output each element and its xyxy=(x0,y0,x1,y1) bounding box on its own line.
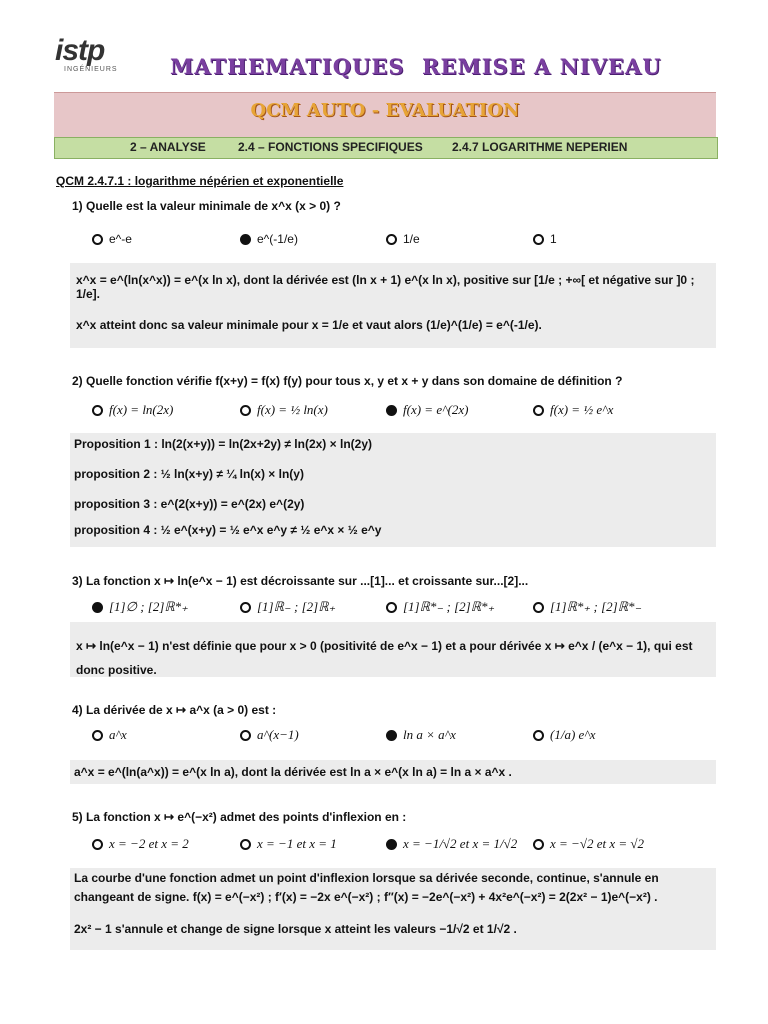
q4-option-a[interactable]: a^x xyxy=(92,727,127,743)
q1-expl-line2: x^x atteint donc sa valeur minimale pour x = 1/e et vaut alors (1/e)^(1/e) = e^(-1/e). xyxy=(76,318,542,332)
radio-selected-icon[interactable] xyxy=(240,234,251,245)
q3-expl: x ↦ ln(e^x − 1) n'est définie que pour x > 0 (positivité de e^x − 1) et a pour dérivée x ↦ e^x / (e^x − 1), qui est donc positive. xyxy=(76,639,693,677)
question-4: 4) La dérivée de x ↦ a^x (a > 0) est : xyxy=(72,703,277,717)
radio-icon[interactable] xyxy=(533,730,544,741)
radio-selected-icon[interactable] xyxy=(386,730,397,741)
q5-expl-line1: La courbe d'une fonction admet un point d'inflexion lorsque sa dérivée seconde, continue, s'annule en xyxy=(74,871,659,885)
section-title: QCM 2.4.7.1 : logarithme népérien et exponentielle xyxy=(56,174,344,188)
q2-option-b[interactable]: f(x) = ½ ln(x) xyxy=(240,402,328,418)
radio-icon[interactable] xyxy=(386,234,397,245)
logo-subtitle: INGÉNIEURS xyxy=(64,66,118,73)
q2-prop-1: Proposition 1 : ln(2(x+y)) = ln(2x+2y) ≠ ln(2x) × ln(2y) xyxy=(74,437,372,451)
question-2: 2) Quelle fonction vérifie f(x+y) = f(x) f(y) pour tous x, y et x + y dans son domaine de définition ? xyxy=(72,374,623,388)
q1-option-d[interactable]: 1 xyxy=(533,232,557,246)
q2-prop-2: proposition 2 : ½ ln(x+y) ≠ ¼ ln(x) × ln(y) xyxy=(74,467,304,481)
q3-explanation xyxy=(70,622,716,677)
breadcrumb-analyse: 2 – ANALYSE xyxy=(130,140,206,154)
q2-option-d[interactable]: f(x) = ½ e^x xyxy=(533,402,613,418)
q4-option-d[interactable]: (1/a) e^x xyxy=(533,727,596,743)
radio-icon[interactable] xyxy=(92,234,103,245)
radio-selected-icon[interactable] xyxy=(92,602,103,613)
q4-explanation xyxy=(70,760,716,784)
q5-option-c[interactable]: x = −1/√2 et x = 1/√2 xyxy=(386,836,517,852)
istp-logo: istp xyxy=(55,34,105,67)
q1-expl-line1: x^x = e^(ln(x^x)) = e^(x ln x), dont la dérivée est (ln x + 1) e^(x ln x), positive sur [1/e ; +∞[ et négative sur ]0 ; 1/e]. xyxy=(76,273,695,301)
breadcrumb xyxy=(54,137,718,159)
title-remise-a-niveau: REMISE A NIVEAU xyxy=(422,54,662,79)
q3-option-d[interactable]: [1]ℝ*₊ ; [2]ℝ*₋ xyxy=(533,599,641,615)
title-mathematiques: MATHEMATIQUES xyxy=(170,54,405,79)
q2-option-a[interactable]: f(x) = ln(2x) xyxy=(92,402,173,418)
q3-option-b[interactable]: [1]ℝ₋ ; [2]ℝ₊ xyxy=(240,599,335,615)
q4-option-c[interactable]: ln a × a^x xyxy=(386,727,456,743)
q5-expl-line2: changeant de signe. f(x) = e^(−x²) ; f′(x) = −2x e^(−x²) ; f″(x) = −2e^(−x²) + 4x²e^(−x²) = 2(2x² − 1)e^(−x²) . xyxy=(74,890,658,904)
radio-icon[interactable] xyxy=(240,602,251,613)
q5-explanation xyxy=(70,868,716,950)
q1-option-a[interactable]: e^-e xyxy=(92,232,132,246)
radio-selected-icon[interactable] xyxy=(386,405,397,416)
q5-option-b[interactable]: x = −1 et x = 1 xyxy=(240,836,337,852)
q1-option-c[interactable]: 1/e xyxy=(386,232,420,246)
q4-expl: a^x = e^(ln(a^x)) = e^(x ln a), dont la dérivée est ln a × e^(x ln a) = ln a × a^x . xyxy=(74,765,512,779)
radio-icon[interactable] xyxy=(240,839,251,850)
radio-icon[interactable] xyxy=(92,730,103,741)
radio-icon[interactable] xyxy=(533,602,544,613)
radio-icon[interactable] xyxy=(240,730,251,741)
radio-selected-icon[interactable] xyxy=(386,839,397,850)
q5-option-a[interactable]: x = −2 et x = 2 xyxy=(92,836,189,852)
q3-option-c[interactable]: [1]ℝ*₋ ; [2]ℝ*₊ xyxy=(386,599,494,615)
radio-icon[interactable] xyxy=(92,839,103,850)
question-1: 1) Quelle est la valeur minimale de x^x (x > 0) ? xyxy=(72,199,341,213)
radio-icon[interactable] xyxy=(92,405,103,416)
radio-icon[interactable] xyxy=(533,839,544,850)
q2-prop-3: proposition 3 : e^(2(x+y)) = e^(2x) e^(2y) xyxy=(74,497,305,511)
q4-option-b[interactable]: a^(x−1) xyxy=(240,727,299,743)
q2-option-c[interactable]: f(x) = e^(2x) xyxy=(386,402,469,418)
q1-option-b[interactable]: e^(-1/e) xyxy=(240,232,298,246)
qcm-band-title: QCM AUTO - EVALUATION xyxy=(250,100,520,121)
q2-explanation xyxy=(70,433,716,547)
breadcrumb-fonctions: 2.4 – FONCTIONS SPECIFIQUES xyxy=(238,140,423,154)
q5-option-d[interactable]: x = −√2 et x = √2 xyxy=(533,836,644,852)
radio-icon[interactable] xyxy=(386,602,397,613)
q2-prop-4: proposition 4 : ½ e^(x+y) = ½ e^x e^y ≠ ½ e^x × ½ e^y xyxy=(74,523,382,537)
radio-icon[interactable] xyxy=(533,405,544,416)
question-5: 5) La fonction x ↦ e^(−x²) admet des points d'inflexion en : xyxy=(72,810,407,824)
breadcrumb-logarithme: 2.4.7 LOGARITHME NEPERIEN xyxy=(452,140,628,154)
radio-icon[interactable] xyxy=(240,405,251,416)
q3-option-a[interactable]: [1]∅ ; [2]ℝ*₊ xyxy=(92,599,188,615)
radio-icon[interactable] xyxy=(533,234,544,245)
question-3: 3) La fonction x ↦ ln(e^x − 1) est décroissante sur ...[1]... et croissante sur...[2]... xyxy=(72,574,529,588)
q5-expl-line3: 2x² − 1 s'annule et change de signe lorsque x atteint les valeurs −1/√2 et 1/√2 . xyxy=(74,922,517,936)
q1-explanation xyxy=(70,263,716,348)
